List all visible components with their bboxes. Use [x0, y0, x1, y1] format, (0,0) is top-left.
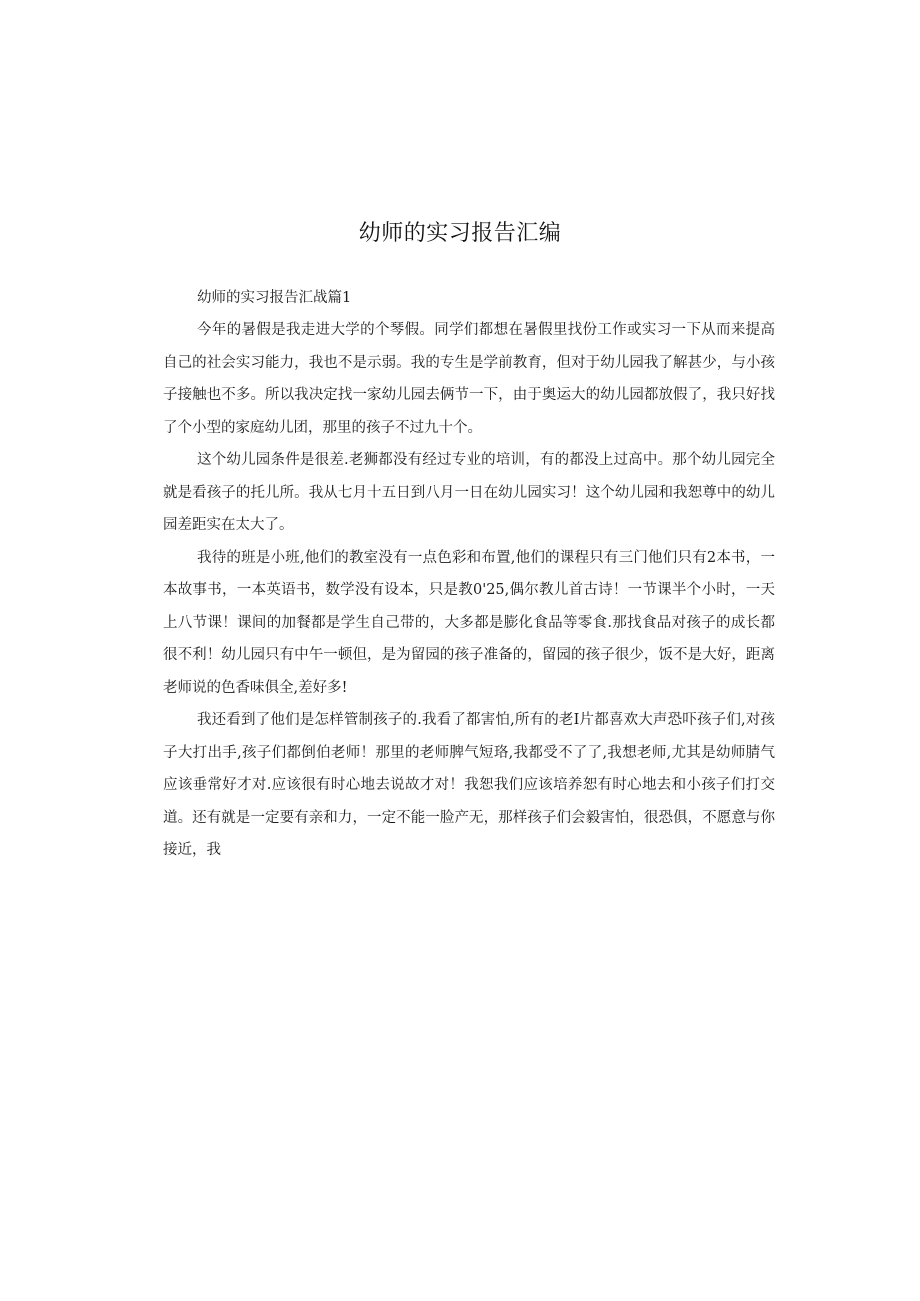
document-title: 幼师的实习报告汇编: [358, 221, 562, 246]
section-heading: 幼师的实习报告汇战篇1: [197, 290, 352, 306]
paragraph-2: 这个幼儿园条件是很差.老狮都没有经过专业的培训，有的都没上过高中。那个幼儿园完全就是看孩子的托儿所。我从七月十五日到八月一日在幼儿园实习！这个幼儿园和我恕尊中的幼儿园差距实在太大了。: [163, 452, 775, 533]
paragraph-1: 今年的暑假是我走进大学的个琴假。同学们都想在暑假里找份工作或实习一下从而来提高自己的社会实习能力，我也不是示弱。我的专生是学前教育，但对于幼儿园我了解甚少，与小孩子接触也不多。所以我决定找一家幼儿园去俩节一下，由于奥运大的幼儿园都放假了，我只好找了个小型的家庭幼儿团，那里的孩子不过九十个。: [163, 322, 775, 436]
paragraph-3: 我待的班是小班,他们的教室没有一点色彩和布置,他们的课程只有三门他们只有2本书，一本故事书，一本英语书，数学没有设本，只是教0'25,偶尔教儿首古诗！一节课半个小时，一天上八节课！课间的加餐都是学生自己带的，大多都是膨化食品等零食.那找食品对孩子的成长都很不利！幼儿园只有中午一顿但，是为留园的孩子准备的，留园的孩子很少，饭不是大好，距离老师说的色香味俱全,差好多!: [163, 549, 775, 696]
document-body: [163, 282, 775, 867]
paragraph-4: 我还看到了他们是怎样管制孩子的.我看了都害怕,所有的老I片都喜欢大声恐吓孩子们,对孩子大打出手,孩子们都倒伯老师！那里的老师脾气短珞,我都受不了了,我想老师,尤其是幼师腈气应该垂常好才对.应该很有时心地去说故才对！我恕我们应该培养恕有时心地去和小孩子们打交道。还有就是一定要有亲和力，一定不能一脸产无，那样孩子们会毅害怕，很恐俱，不愿意与你接近，我: [163, 712, 775, 858]
